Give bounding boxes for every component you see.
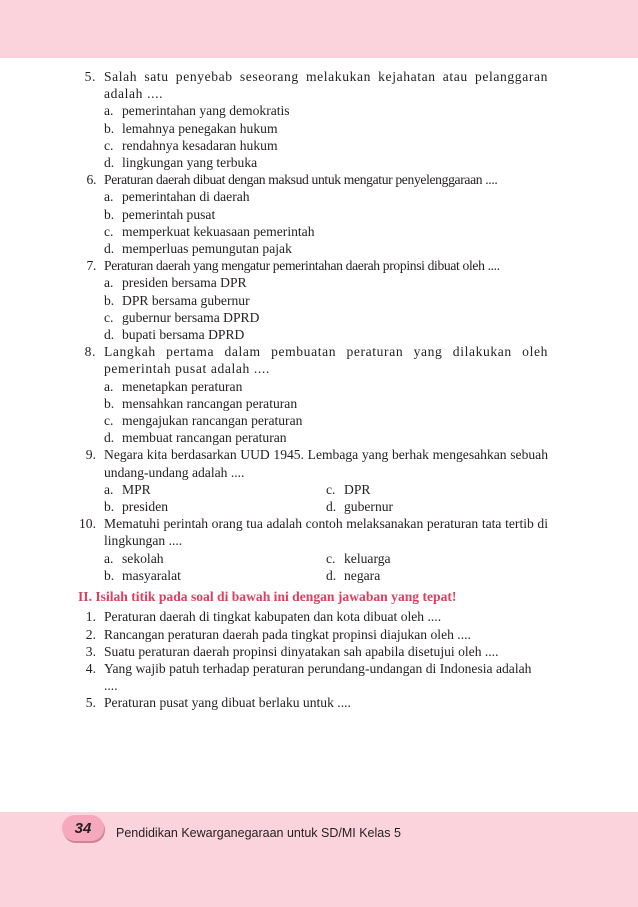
option-text: negara [344,567,381,583]
question-number: 6. [86,172,96,188]
section-title: II. Isilah titik pada soal di bawah ini dengan jawaban yang tepat! [78,589,457,605]
fill-question-1 [0,608,638,625]
option-letter: b. [104,206,115,222]
question-text: Salah satu penyebab seseorang melakukan kejahatan atau pelanggaran adalah .... [104,69,548,102]
option-letter: c. [104,309,114,325]
option-text: mengajukan rancangan peraturan [122,413,303,429]
option-9b [104,498,326,515]
question-number: 3. [85,643,96,659]
page-content [0,68,638,712]
page-number-badge [62,815,104,841]
option-6b [0,206,638,223]
option-letter: c. [104,413,114,429]
option-9c [326,481,548,498]
question-number: 1. [85,609,96,625]
option-letter: b. [104,120,115,136]
question-number: 7. [86,258,96,274]
option-letter: d. [104,430,115,446]
option-6c [0,223,638,240]
option-letter: c. [104,223,114,239]
fill-question-5 [0,694,638,711]
option-10b [104,567,326,584]
header-band [0,0,638,58]
option-letter: b. [104,395,115,411]
question-text: Peraturan daerah yang mengatur pemerintahan daerah propinsi dibuat oleh .... [104,258,500,274]
option-letter: a. [104,103,114,119]
option-text: rendahnya kesadaran hukum [122,137,278,153]
option-letter: d. [104,155,115,171]
question-5 [0,68,638,102]
option-text: sekolah [122,550,164,566]
option-text: pemerintahan di daerah [122,189,250,205]
option-letter: a. [104,189,114,205]
question-text: Peraturan pusat yang dibuat berlaku untuk .... [104,695,351,711]
fill-question-3 [0,643,638,660]
option-text: pemerintahan yang demokratis [122,103,290,119]
option-text: keluarga [344,550,391,566]
option-5d [0,154,638,171]
option-text: gubernur bersama DPRD [122,309,260,325]
option-letter: a. [104,275,114,291]
option-letter: d. [326,499,337,515]
option-7d [0,326,638,343]
option-5b [0,120,638,137]
option-text: memperluas pemungutan pajak [122,241,292,257]
fill-question-2 [0,626,638,643]
question-text: Negara kita berdasarkan UUD 1945. Lembaga yang berhak mengesahkan sebuah undang-undang adalah .... [104,447,548,480]
fill-question-4 [0,660,638,694]
option-letter: d. [104,327,115,343]
option-text: presiden bersama DPR [122,275,247,291]
option-text: presiden [122,499,169,515]
question-text: Mematuhi perintah orang tua adalah contoh melaksanakan peraturan tata tertib di lingkungan .... [104,516,548,549]
option-row-9-ac [0,481,638,498]
question-number: 5. [84,69,96,84]
option-text: lingkungan yang terbuka [122,155,258,171]
question-number: 9. [85,447,96,463]
option-9d [326,498,548,515]
question-8 [0,343,638,377]
question-number: 5. [85,695,96,711]
option-text: memperkuat kekuasaan pemerintah [122,223,315,239]
option-text: bupati bersama DPRD [122,327,245,343]
question-text: Peraturan daerah dibuat dengan maksud untuk mengatur penyelenggaraan .... [104,172,498,188]
option-letter: d. [104,241,115,257]
question-number: 4. [85,660,96,676]
question-number: 10. [79,516,96,532]
question-text: Rancangan peraturan daerah pada tingkat propinsi diajukan oleh .... [104,626,471,642]
question-7 [0,257,638,274]
question-number: 8. [84,344,96,360]
option-letter: b. [104,567,115,583]
option-6a [0,188,638,205]
option-10c [326,550,548,567]
option-letter: a. [104,378,114,394]
option-text: pemerintah pusat [122,206,216,222]
option-letter: c. [104,137,114,153]
option-5c [0,137,638,154]
option-text: menetapkan peraturan [122,378,243,394]
option-8a [0,378,638,395]
option-row-9-bd [0,498,638,515]
option-5a [0,102,638,119]
option-letter: b. [104,499,115,515]
option-text: MPR [122,481,151,497]
option-7c [0,309,638,326]
option-text: membuat rancangan peraturan [122,430,287,446]
option-text: masyaralat [122,567,181,583]
question-6 [0,171,638,188]
page-number: 34 [74,819,92,837]
option-letter: d. [326,567,337,583]
option-6d [0,240,638,257]
option-8d [0,429,638,446]
question-10 [0,515,638,549]
book-title: Pendidikan Kewarganegaraan untuk SD/MI Kelas 5 [116,826,401,840]
option-9a [104,481,326,498]
question-9 [0,446,638,480]
option-letter: c. [326,550,336,566]
option-8c [0,412,638,429]
question-text: Suatu peraturan daerah propinsi dinyatakan sah apabila disetujui oleh .... [104,643,499,659]
option-letter: c. [326,481,336,497]
question-text: Yang wajib patuh terhadap peraturan perundang-undangan di Indonesia adalah .... [104,660,532,694]
option-text: gubernur [344,499,394,515]
option-7b [0,292,638,309]
option-7a [0,274,638,291]
option-10a [104,550,326,567]
option-letter: a. [104,550,114,566]
option-letter: a. [104,481,114,497]
option-text: DPR bersama gubernur [122,292,250,308]
question-text: Peraturan daerah di tingkat kabupaten dan kota dibuat oleh .... [104,609,442,625]
option-row-10-bd [0,567,638,584]
option-10d [326,567,548,584]
option-text: lemahnya penegakan hukum [122,120,278,136]
question-text: Langkah pertama dalam pembuatan peraturan yang dilakukan oleh pemerintah pusat adalah .... [104,344,548,377]
option-row-10-ac [0,550,638,567]
option-letter: b. [104,292,115,308]
option-text: DPR [344,481,371,497]
option-8b [0,395,638,412]
question-number: 2. [85,626,96,642]
option-text: mensahkan rancangan peraturan [122,395,298,411]
